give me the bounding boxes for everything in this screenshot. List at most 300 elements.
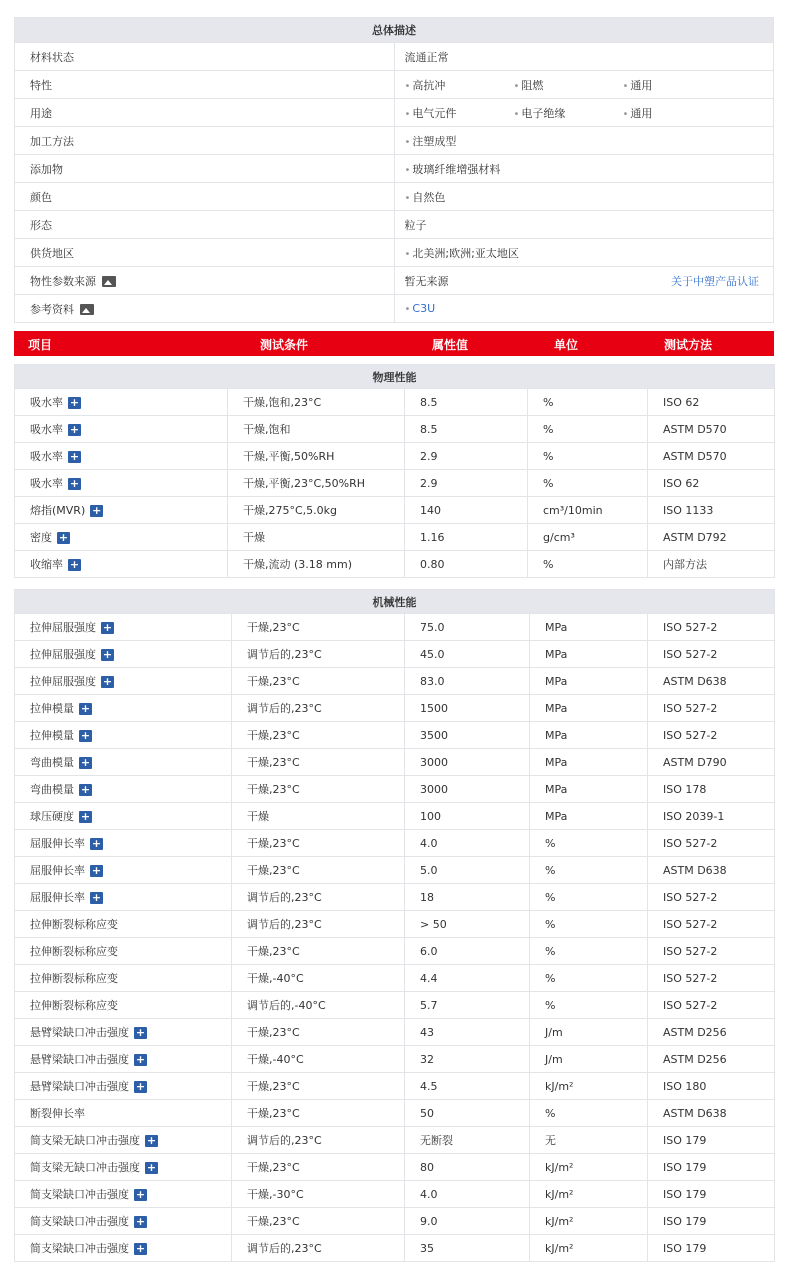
tag-text: 注塑成型 <box>412 134 457 148</box>
overview-label: 参考资料 <box>30 302 74 316</box>
property-unit: J/m <box>530 1046 648 1073</box>
property-method: ISO 1133 <box>648 497 775 524</box>
overview-table <box>14 17 774 323</box>
tag-item[interactable] <box>623 77 732 93</box>
property-name-cell <box>15 722 232 749</box>
property-value: 8.5 <box>405 416 528 443</box>
add-compare-icon[interactable]: + <box>135 1215 146 1228</box>
property-condition: 干燥,23°C <box>232 857 405 884</box>
property-method: ASTM D570 <box>648 416 775 443</box>
overview-label: 加工方法 <box>30 134 74 148</box>
header-method: 测试方法 <box>664 338 713 352</box>
tag-item[interactable] <box>405 189 514 205</box>
property-condition: 干燥,23°C <box>232 722 405 749</box>
property-condition: 干燥,23°C <box>232 1073 405 1100</box>
tag-list <box>405 161 774 177</box>
property-name-cell <box>15 992 232 1019</box>
overview-title: 总体描述 <box>15 18 774 43</box>
overview-row <box>15 127 774 155</box>
property-name-cell <box>15 695 232 722</box>
property-row <box>15 1127 775 1154</box>
header-condition: 测试条件 <box>260 338 309 352</box>
property-value: 43 <box>405 1019 530 1046</box>
property-method: ISO 180 <box>648 1073 775 1100</box>
property-condition: 干燥,平衡,50%RH <box>228 443 405 470</box>
property-unit: MPa <box>530 722 648 749</box>
property-name-cell <box>15 614 232 641</box>
property-name: 弯曲模量 <box>30 783 74 796</box>
tag-text: 高抗冲 <box>412 78 446 92</box>
property-name: 拉伸屈服强度 <box>30 648 96 661</box>
overview-row <box>15 71 774 99</box>
property-unit: % <box>530 938 648 965</box>
overview-value-cell <box>394 239 774 267</box>
property-name-cell <box>15 668 232 695</box>
property-name-cell <box>15 416 228 443</box>
add-compare-icon[interactable]: + <box>69 396 80 409</box>
overview-label: 用途 <box>30 106 52 120</box>
property-name-cell <box>15 857 232 884</box>
add-compare-icon[interactable]: + <box>92 504 102 517</box>
property-method: ISO 527-2 <box>648 884 775 911</box>
add-compare-icon[interactable]: + <box>135 1053 146 1066</box>
property-value: 50 <box>405 1100 530 1127</box>
property-unit: kJ/m² <box>530 1235 648 1262</box>
property-name-cell <box>15 749 232 776</box>
property-value: 3000 <box>405 749 530 776</box>
property-unit: J/m <box>530 1019 648 1046</box>
mechanical-properties-table <box>14 589 775 1262</box>
property-name: 球压硬度 <box>30 810 74 823</box>
bullet-icon: • <box>404 108 411 120</box>
property-name: 拉伸屈服强度 <box>30 621 96 634</box>
property-value: 83.0 <box>405 668 530 695</box>
property-method: ISO 2039-1 <box>648 803 775 830</box>
property-row <box>15 470 775 497</box>
property-value: 4.5 <box>405 1073 530 1100</box>
overview-row <box>15 43 774 71</box>
property-method: ISO 527-2 <box>648 695 775 722</box>
property-name-cell <box>15 1235 232 1262</box>
overview-label-cell <box>15 295 395 323</box>
property-row <box>15 668 775 695</box>
property-unit: % <box>528 551 648 578</box>
property-name-cell <box>15 524 228 551</box>
property-row <box>15 1181 775 1208</box>
property-condition: 干燥,23°C <box>232 938 405 965</box>
property-value: 80 <box>405 1154 530 1181</box>
add-compare-icon[interactable]: + <box>91 891 102 904</box>
property-name: 断裂伸长率 <box>30 1107 85 1120</box>
property-method: ISO 179 <box>648 1127 775 1154</box>
property-name: 吸水率 <box>30 423 63 436</box>
overview-label: 材料状态 <box>30 50 74 64</box>
property-unit: % <box>530 884 648 911</box>
property-condition: 干燥 <box>228 524 405 551</box>
overview-label-cell <box>15 99 395 127</box>
property-unit: g/cm³ <box>528 524 648 551</box>
property-name: 熔指(MVR) <box>30 504 86 517</box>
property-name: 悬臂梁缺口冲击强度 <box>30 1026 129 1039</box>
overview-label: 形态 <box>30 218 52 232</box>
add-compare-icon[interactable]: + <box>69 423 80 436</box>
add-compare-icon[interactable]: + <box>69 450 80 463</box>
property-name-cell <box>15 389 228 416</box>
add-compare-icon[interactable]: + <box>135 1026 146 1039</box>
property-method: ISO 527-2 <box>648 830 775 857</box>
property-name-cell <box>15 938 232 965</box>
add-compare-icon[interactable]: + <box>135 1080 146 1093</box>
property-method: ISO 527-2 <box>648 614 775 641</box>
property-unit: % <box>530 857 648 884</box>
overview-label-cell <box>15 239 395 267</box>
property-condition: 干燥,-30°C <box>232 1181 405 1208</box>
property-name-cell <box>15 965 232 992</box>
property-row <box>15 1154 775 1181</box>
property-method: ASTM D790 <box>648 749 775 776</box>
property-method: ISO 62 <box>648 389 775 416</box>
tag-text: C3U <box>412 302 436 315</box>
overview-label-cell <box>15 71 395 99</box>
property-name: 屈服伸长率 <box>30 837 85 850</box>
tag-item[interactable] <box>405 302 514 315</box>
overview-row <box>15 183 774 211</box>
property-method: ISO 178 <box>648 776 775 803</box>
tag-text: 通用 <box>630 106 653 120</box>
property-row <box>15 614 775 641</box>
overview-value: 粒子 <box>404 218 427 232</box>
property-row <box>15 803 775 830</box>
mechanical-section-title: 机械性能 <box>15 590 775 614</box>
property-row <box>15 938 775 965</box>
property-value: 4.0 <box>405 830 530 857</box>
property-name-cell <box>15 830 232 857</box>
add-compare-icon[interactable]: + <box>146 1161 157 1174</box>
property-condition: 干燥,275°C,5.0kg <box>228 497 405 524</box>
property-method: ISO 527-2 <box>648 911 775 938</box>
property-row <box>15 443 775 470</box>
property-row <box>15 884 775 911</box>
property-condition: 调节后的,23°C <box>232 911 405 938</box>
add-compare-icon[interactable]: + <box>80 729 91 742</box>
property-method: ASTM D256 <box>648 1046 775 1073</box>
overview-row <box>15 239 774 267</box>
property-method: ISO 527-2 <box>648 641 775 668</box>
property-value: 18 <box>405 884 530 911</box>
bullet-icon: • <box>404 304 411 315</box>
property-method: ISO 179 <box>648 1235 775 1262</box>
certification-link[interactable]: 关于中塑产品认证 <box>671 274 759 288</box>
property-name: 简支梁缺口冲击强度 <box>30 1215 129 1228</box>
property-name: 吸水率 <box>30 396 63 409</box>
overview-label: 颜色 <box>30 190 52 204</box>
overview-value-cell <box>394 155 774 183</box>
property-method: ISO 62 <box>648 470 775 497</box>
property-name: 拉伸断裂标称应变 <box>30 999 118 1012</box>
property-value: 4.4 <box>405 965 530 992</box>
property-name: 吸水率 <box>30 477 63 490</box>
tag-text: 阻燃 <box>521 78 544 92</box>
add-compare-icon[interactable]: + <box>80 810 91 823</box>
add-compare-icon[interactable]: + <box>102 648 113 661</box>
property-method: 内部方法 <box>648 551 775 578</box>
property-row <box>15 1235 775 1262</box>
image-icon[interactable] <box>102 276 116 287</box>
property-name: 弯曲模量 <box>30 756 74 769</box>
property-row <box>15 1100 775 1127</box>
property-unit: % <box>528 389 648 416</box>
property-name-cell <box>15 1073 232 1100</box>
property-value: 4.0 <box>405 1181 530 1208</box>
property-condition: 干燥,23°C <box>232 1019 405 1046</box>
overview-label-cell <box>15 211 395 239</box>
add-compare-icon[interactable]: + <box>69 558 80 571</box>
overview-row <box>15 295 774 323</box>
property-name: 吸水率 <box>30 450 63 463</box>
add-compare-icon[interactable]: + <box>91 837 102 850</box>
property-unit: 无 <box>530 1127 648 1154</box>
property-condition: 干燥,23°C <box>232 668 405 695</box>
property-row <box>15 911 775 938</box>
bullet-icon: • <box>622 80 629 92</box>
add-compare-icon[interactable]: + <box>135 1188 146 1201</box>
tag-list <box>405 77 774 93</box>
property-value: 2.9 <box>405 470 528 497</box>
property-name: 拉伸断裂标称应变 <box>30 945 118 958</box>
property-row <box>15 857 775 884</box>
overview-label-cell <box>15 267 395 295</box>
property-name-cell <box>15 1100 232 1127</box>
add-compare-icon[interactable]: + <box>69 477 80 490</box>
overview-label-cell <box>15 183 395 211</box>
bullet-icon: • <box>404 192 411 204</box>
property-row <box>15 722 775 749</box>
property-row <box>15 389 775 416</box>
property-name: 简支梁无缺口冲击强度 <box>30 1134 140 1147</box>
property-name: 拉伸屈服强度 <box>30 675 96 688</box>
add-compare-icon[interactable]: + <box>135 1242 146 1255</box>
tag-list <box>405 245 774 261</box>
property-name-cell <box>15 1154 232 1181</box>
property-name-cell <box>15 641 232 668</box>
property-table-header <box>14 331 774 356</box>
property-condition: 干燥 <box>232 803 405 830</box>
add-compare-icon[interactable]: + <box>80 702 91 715</box>
property-value: 5.0 <box>405 857 530 884</box>
add-compare-icon[interactable]: + <box>146 1134 157 1147</box>
property-row <box>15 1208 775 1235</box>
overview-label-cell <box>15 43 395 71</box>
property-condition: 干燥,23°C <box>232 776 405 803</box>
overview-value-cell <box>394 71 774 99</box>
property-method: ASTM D638 <box>648 1100 775 1127</box>
property-condition: 干燥,23°C <box>232 830 405 857</box>
property-value: 6.0 <box>405 938 530 965</box>
property-condition: 干燥,23°C <box>232 614 405 641</box>
add-compare-icon[interactable]: + <box>58 531 69 544</box>
property-condition: 干燥,23°C <box>232 1154 405 1181</box>
property-name: 简支梁缺口冲击强度 <box>30 1188 129 1201</box>
property-method: ISO 527-2 <box>648 992 775 1019</box>
tag-list <box>405 189 774 205</box>
property-unit: MPa <box>530 614 648 641</box>
overview-label: 供货地区 <box>30 246 74 260</box>
property-row <box>15 641 775 668</box>
overview-value: 流通正常 <box>404 50 449 64</box>
property-condition: 调节后的,23°C <box>232 695 405 722</box>
property-name-cell <box>15 1127 232 1154</box>
property-value: 3500 <box>405 722 530 749</box>
overview-label: 添加物 <box>30 162 63 176</box>
property-name-cell <box>15 884 232 911</box>
property-unit: MPa <box>530 641 648 668</box>
property-method: ISO 179 <box>648 1181 775 1208</box>
property-method: ISO 527-2 <box>648 965 775 992</box>
property-name: 拉伸断裂标称应变 <box>30 918 118 931</box>
property-unit: % <box>530 965 648 992</box>
tag-text: 玻璃纤维增强材料 <box>412 162 501 176</box>
property-method: ASTM D792 <box>648 524 775 551</box>
property-value: 5.7 <box>405 992 530 1019</box>
property-row <box>15 749 775 776</box>
property-condition: 干燥,饱和 <box>228 416 405 443</box>
property-value: 9.0 <box>405 1208 530 1235</box>
overview-label: 特性 <box>30 78 52 92</box>
property-condition: 干燥,饱和,23°C <box>228 389 405 416</box>
property-name: 屈服伸长率 <box>30 891 85 904</box>
tag-item[interactable] <box>514 105 623 121</box>
property-value: > 50 <box>405 911 530 938</box>
property-name: 拉伸模量 <box>30 702 74 715</box>
property-method: ISO 527-2 <box>648 722 775 749</box>
property-value: 35 <box>405 1235 530 1262</box>
property-unit: kJ/m² <box>530 1154 648 1181</box>
property-name-cell <box>15 470 228 497</box>
property-row <box>15 497 775 524</box>
property-unit: MPa <box>530 695 648 722</box>
overview-value-cell <box>394 183 774 211</box>
tag-item[interactable] <box>405 77 514 93</box>
tag-list <box>405 133 774 149</box>
property-name: 收缩率 <box>30 558 63 571</box>
property-value: 75.0 <box>405 614 530 641</box>
physical-section-title: 物理性能 <box>15 365 775 389</box>
property-row <box>15 1019 775 1046</box>
property-value: 0.80 <box>405 551 528 578</box>
tag-list <box>405 105 774 121</box>
image-icon[interactable] <box>80 304 94 315</box>
property-method: ASTM D638 <box>648 857 775 884</box>
tag-item[interactable] <box>404 245 519 261</box>
property-row <box>15 695 775 722</box>
overview-label: 物性参数来源 <box>30 274 96 288</box>
property-name: 简支梁无缺口冲击强度 <box>30 1161 140 1174</box>
bullet-icon: • <box>622 108 629 120</box>
property-condition: 干燥,-40°C <box>232 1046 405 1073</box>
tag-item[interactable] <box>623 105 732 121</box>
tag-item[interactable] <box>514 77 623 93</box>
property-row <box>15 551 775 578</box>
property-name: 悬臂梁缺口冲击强度 <box>30 1080 129 1093</box>
add-compare-icon[interactable]: + <box>80 756 91 769</box>
property-unit: kJ/m² <box>530 1208 648 1235</box>
overview-label-cell <box>15 127 395 155</box>
tag-text: 通用 <box>630 78 653 92</box>
property-unit: % <box>528 416 648 443</box>
header-item: 项目 <box>28 338 53 352</box>
property-condition: 调节后的,23°C <box>232 641 405 668</box>
tag-item[interactable] <box>405 105 514 121</box>
bullet-icon: • <box>404 136 411 148</box>
property-unit: cm³/10min <box>528 497 648 524</box>
overview-value: 暂无来源 <box>404 274 449 288</box>
property-name: 简支梁缺口冲击强度 <box>30 1242 129 1255</box>
property-condition: 干燥,-40°C <box>232 965 405 992</box>
property-method: ISO 527-2 <box>648 938 775 965</box>
add-compare-icon[interactable]: + <box>80 783 91 796</box>
property-condition: 干燥,平衡,23°C,50%RH <box>228 470 405 497</box>
property-unit: kJ/m² <box>530 1181 648 1208</box>
overview-row <box>15 267 774 295</box>
tag-list <box>405 302 774 315</box>
bullet-icon: • <box>404 248 411 260</box>
property-condition: 干燥,23°C <box>232 1100 405 1127</box>
overview-value-cell <box>394 43 774 71</box>
property-unit: kJ/m² <box>530 1073 648 1100</box>
overview-row <box>15 155 774 183</box>
overview-label-cell <box>15 155 395 183</box>
property-value: 32 <box>405 1046 530 1073</box>
tag-item[interactable] <box>405 133 514 149</box>
property-row <box>15 524 775 551</box>
property-value: 140 <box>405 497 528 524</box>
property-value: 无断裂 <box>405 1127 530 1154</box>
property-value: 1500 <box>405 695 530 722</box>
tag-item[interactable] <box>405 161 514 177</box>
property-row <box>15 992 775 1019</box>
property-name-cell <box>15 803 232 830</box>
tag-text: 北美洲;欧洲;亚太地区 <box>412 246 519 260</box>
add-compare-icon[interactable]: + <box>102 675 113 688</box>
property-name-cell <box>15 1019 232 1046</box>
property-value: 3000 <box>405 776 530 803</box>
property-row <box>15 1046 775 1073</box>
add-compare-icon[interactable]: + <box>91 864 102 877</box>
physical-properties-table <box>14 364 775 578</box>
property-name-cell <box>15 497 228 524</box>
property-unit: % <box>528 443 648 470</box>
property-name-cell <box>15 911 232 938</box>
property-row <box>15 1073 775 1100</box>
overview-value-cell <box>394 295 774 323</box>
overview-row <box>15 99 774 127</box>
add-compare-icon[interactable]: + <box>102 621 113 634</box>
overview-value-cell <box>394 267 774 295</box>
property-value: 100 <box>405 803 530 830</box>
overview-value-cell <box>394 211 774 239</box>
property-row <box>15 416 775 443</box>
property-condition: 调节后的,23°C <box>232 884 405 911</box>
property-unit: % <box>530 1100 648 1127</box>
bullet-icon: • <box>404 164 411 176</box>
property-name-cell <box>15 776 232 803</box>
property-condition: 调节后的,-40°C <box>232 992 405 1019</box>
property-name: 屈服伸长率 <box>30 864 85 877</box>
property-name: 密度 <box>30 531 52 544</box>
property-condition: 干燥,23°C <box>232 1208 405 1235</box>
property-unit: MPa <box>530 749 648 776</box>
bullet-icon: • <box>404 80 411 92</box>
